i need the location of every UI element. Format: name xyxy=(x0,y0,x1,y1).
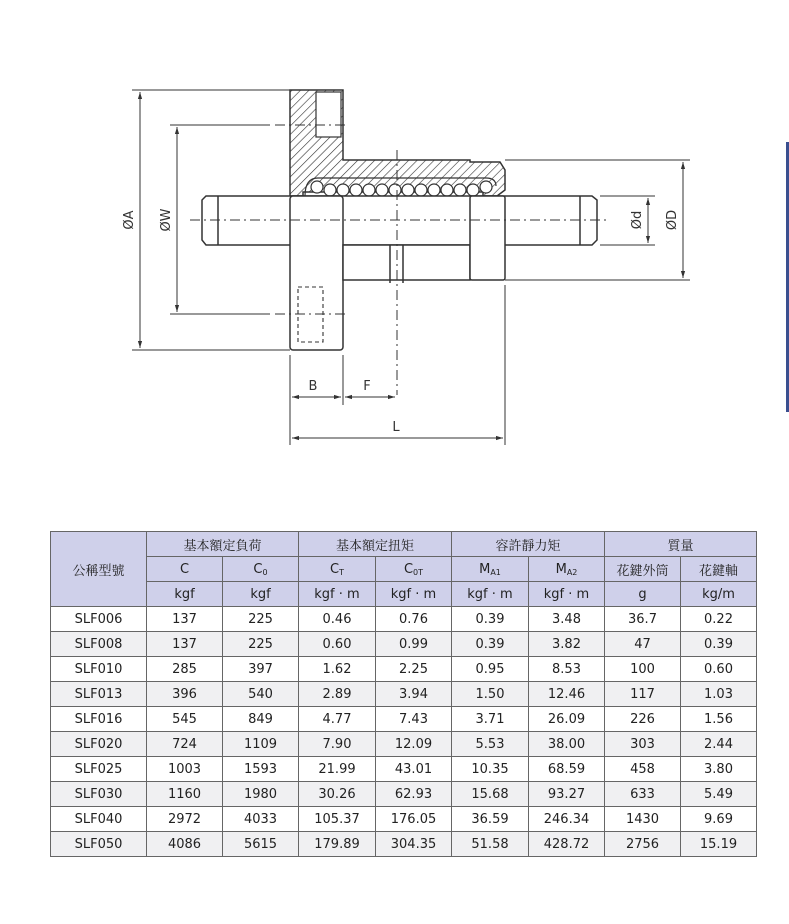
value-cell: 36.59 xyxy=(452,807,529,832)
group-torque: 基本額定扭矩 xyxy=(299,532,452,557)
value-cell: 4033 xyxy=(223,807,299,832)
value-cell: 1160 xyxy=(147,782,223,807)
header-row-groups xyxy=(51,532,757,557)
value-cell: 137 xyxy=(147,607,223,632)
value-cell: 36.7 xyxy=(605,607,681,632)
value-cell: 304.35 xyxy=(376,832,452,857)
value-cell: 0.60 xyxy=(299,632,376,657)
value-cell: 1593 xyxy=(223,757,299,782)
value-cell: 51.58 xyxy=(452,832,529,857)
model-cell: SLF020 xyxy=(51,732,147,757)
table-row xyxy=(51,832,757,857)
value-cell: 540 xyxy=(223,682,299,707)
dim-label-d: Ød xyxy=(630,210,645,230)
unit-cell: kgf xyxy=(147,582,223,607)
sym-ma1: MA1 xyxy=(452,557,529,582)
value-cell: 1109 xyxy=(223,732,299,757)
model-cell: SLF008 xyxy=(51,632,147,657)
value-cell: 4086 xyxy=(147,832,223,857)
value-cell: 5615 xyxy=(223,832,299,857)
table-row xyxy=(51,757,757,782)
header-row-units xyxy=(51,582,757,607)
value-cell: 105.37 xyxy=(299,807,376,832)
value-cell: 1.56 xyxy=(681,707,757,732)
value-cell: 1.50 xyxy=(452,682,529,707)
table-row xyxy=(51,607,757,632)
value-cell: 26.09 xyxy=(529,707,605,732)
value-cell: 1.62 xyxy=(299,657,376,682)
dim-label-D: ØD xyxy=(665,209,680,231)
value-cell: 633 xyxy=(605,782,681,807)
value-cell: 2.25 xyxy=(376,657,452,682)
model-cell: SLF010 xyxy=(51,657,147,682)
value-cell: 3.94 xyxy=(376,682,452,707)
value-cell: 21.99 xyxy=(299,757,376,782)
sym-mass-shaft: 花鍵軸 xyxy=(681,557,757,582)
table-row xyxy=(51,632,757,657)
unit-cell: kgf · m xyxy=(299,582,376,607)
model-cell: SLF040 xyxy=(51,807,147,832)
group-moment: 容許靜力矩 xyxy=(452,532,605,557)
model-cell: SLF030 xyxy=(51,782,147,807)
value-cell: 849 xyxy=(223,707,299,732)
dim-label-W: ØW xyxy=(159,208,174,232)
value-cell: 0.39 xyxy=(681,632,757,657)
value-cell: 428.72 xyxy=(529,832,605,857)
value-cell: 38.00 xyxy=(529,732,605,757)
value-cell: 30.26 xyxy=(299,782,376,807)
value-cell: 1.03 xyxy=(681,682,757,707)
value-cell: 226 xyxy=(605,707,681,732)
value-cell: 3.82 xyxy=(529,632,605,657)
value-cell: 100 xyxy=(605,657,681,682)
value-cell: 303 xyxy=(605,732,681,757)
value-cell: 3.71 xyxy=(452,707,529,732)
value-cell: 2972 xyxy=(147,807,223,832)
value-cell: 47 xyxy=(605,632,681,657)
table-row xyxy=(51,732,757,757)
model-cell: SLF013 xyxy=(51,682,147,707)
value-cell: 12.09 xyxy=(376,732,452,757)
value-cell: 117 xyxy=(605,682,681,707)
value-cell: 1980 xyxy=(223,782,299,807)
sym-ma2: MA2 xyxy=(529,557,605,582)
table-row xyxy=(51,682,757,707)
unit-cell: kgf · m xyxy=(529,582,605,607)
group-load: 基本額定負荷 xyxy=(147,532,299,557)
sym-c0: C0 xyxy=(223,557,299,582)
table-row xyxy=(51,782,757,807)
dim-label-A: ØA xyxy=(122,210,137,230)
sym-c0t: C0T xyxy=(376,557,452,582)
value-cell: 2.89 xyxy=(299,682,376,707)
value-cell: 0.95 xyxy=(452,657,529,682)
value-cell: 0.60 xyxy=(681,657,757,682)
value-cell: 68.59 xyxy=(529,757,605,782)
value-cell: 0.46 xyxy=(299,607,376,632)
value-cell: 0.99 xyxy=(376,632,452,657)
model-cell: SLF050 xyxy=(51,832,147,857)
table-body xyxy=(51,607,757,857)
dim-label-B: B xyxy=(308,379,318,394)
model-cell: SLF006 xyxy=(51,607,147,632)
group-mass: 質量 xyxy=(605,532,757,557)
unit-cell: g xyxy=(605,582,681,607)
value-cell: 0.39 xyxy=(452,632,529,657)
value-cell: 2.44 xyxy=(681,732,757,757)
sym-c: C xyxy=(147,557,223,582)
value-cell: 0.22 xyxy=(681,607,757,632)
unit-cell: kgf · m xyxy=(452,582,529,607)
flange-section xyxy=(290,90,505,196)
value-cell: 8.53 xyxy=(529,657,605,682)
unit-cell: kgf · m xyxy=(376,582,452,607)
value-cell: 225 xyxy=(223,607,299,632)
value-cell: 15.68 xyxy=(452,782,529,807)
value-cell: 285 xyxy=(147,657,223,682)
value-cell: 724 xyxy=(147,732,223,757)
value-cell: 12.46 xyxy=(529,682,605,707)
value-cell: 4.77 xyxy=(299,707,376,732)
spec-table xyxy=(50,531,757,857)
value-cell: 137 xyxy=(147,632,223,657)
unit-cell: kg/m xyxy=(681,582,757,607)
value-cell: 176.05 xyxy=(376,807,452,832)
unit-cell: kgf xyxy=(223,582,299,607)
table-row xyxy=(51,807,757,832)
dim-label-F: F xyxy=(363,379,371,394)
header-row-symbols xyxy=(51,557,757,582)
value-cell: 15.19 xyxy=(681,832,757,857)
value-cell: 5.53 xyxy=(452,732,529,757)
value-cell: 2756 xyxy=(605,832,681,857)
value-cell: 7.43 xyxy=(376,707,452,732)
value-cell: 545 xyxy=(147,707,223,732)
value-cell: 0.76 xyxy=(376,607,452,632)
model-cell: SLF016 xyxy=(51,707,147,732)
value-cell: 62.93 xyxy=(376,782,452,807)
value-cell: 3.48 xyxy=(529,607,605,632)
model-cell: SLF025 xyxy=(51,757,147,782)
value-cell: 3.80 xyxy=(681,757,757,782)
value-cell: 10.35 xyxy=(452,757,529,782)
value-cell: 225 xyxy=(223,632,299,657)
value-cell: 93.27 xyxy=(529,782,605,807)
table-row xyxy=(51,707,757,732)
value-cell: 43.01 xyxy=(376,757,452,782)
value-cell: 458 xyxy=(605,757,681,782)
value-cell: 5.49 xyxy=(681,782,757,807)
value-cell: 1430 xyxy=(605,807,681,832)
value-cell: 397 xyxy=(223,657,299,682)
value-cell: 0.39 xyxy=(452,607,529,632)
value-cell: 179.89 xyxy=(299,832,376,857)
value-cell: 1003 xyxy=(147,757,223,782)
sym-mass-outer: 花鍵外筒 xyxy=(605,557,681,582)
value-cell: 396 xyxy=(147,682,223,707)
value-cell: 9.69 xyxy=(681,807,757,832)
dim-label-L: L xyxy=(392,420,400,435)
model-header: 公稱型號 xyxy=(51,532,147,607)
value-cell: 246.34 xyxy=(529,807,605,832)
sym-ct: CT xyxy=(299,557,376,582)
table-row xyxy=(51,657,757,682)
value-cell: 7.90 xyxy=(299,732,376,757)
